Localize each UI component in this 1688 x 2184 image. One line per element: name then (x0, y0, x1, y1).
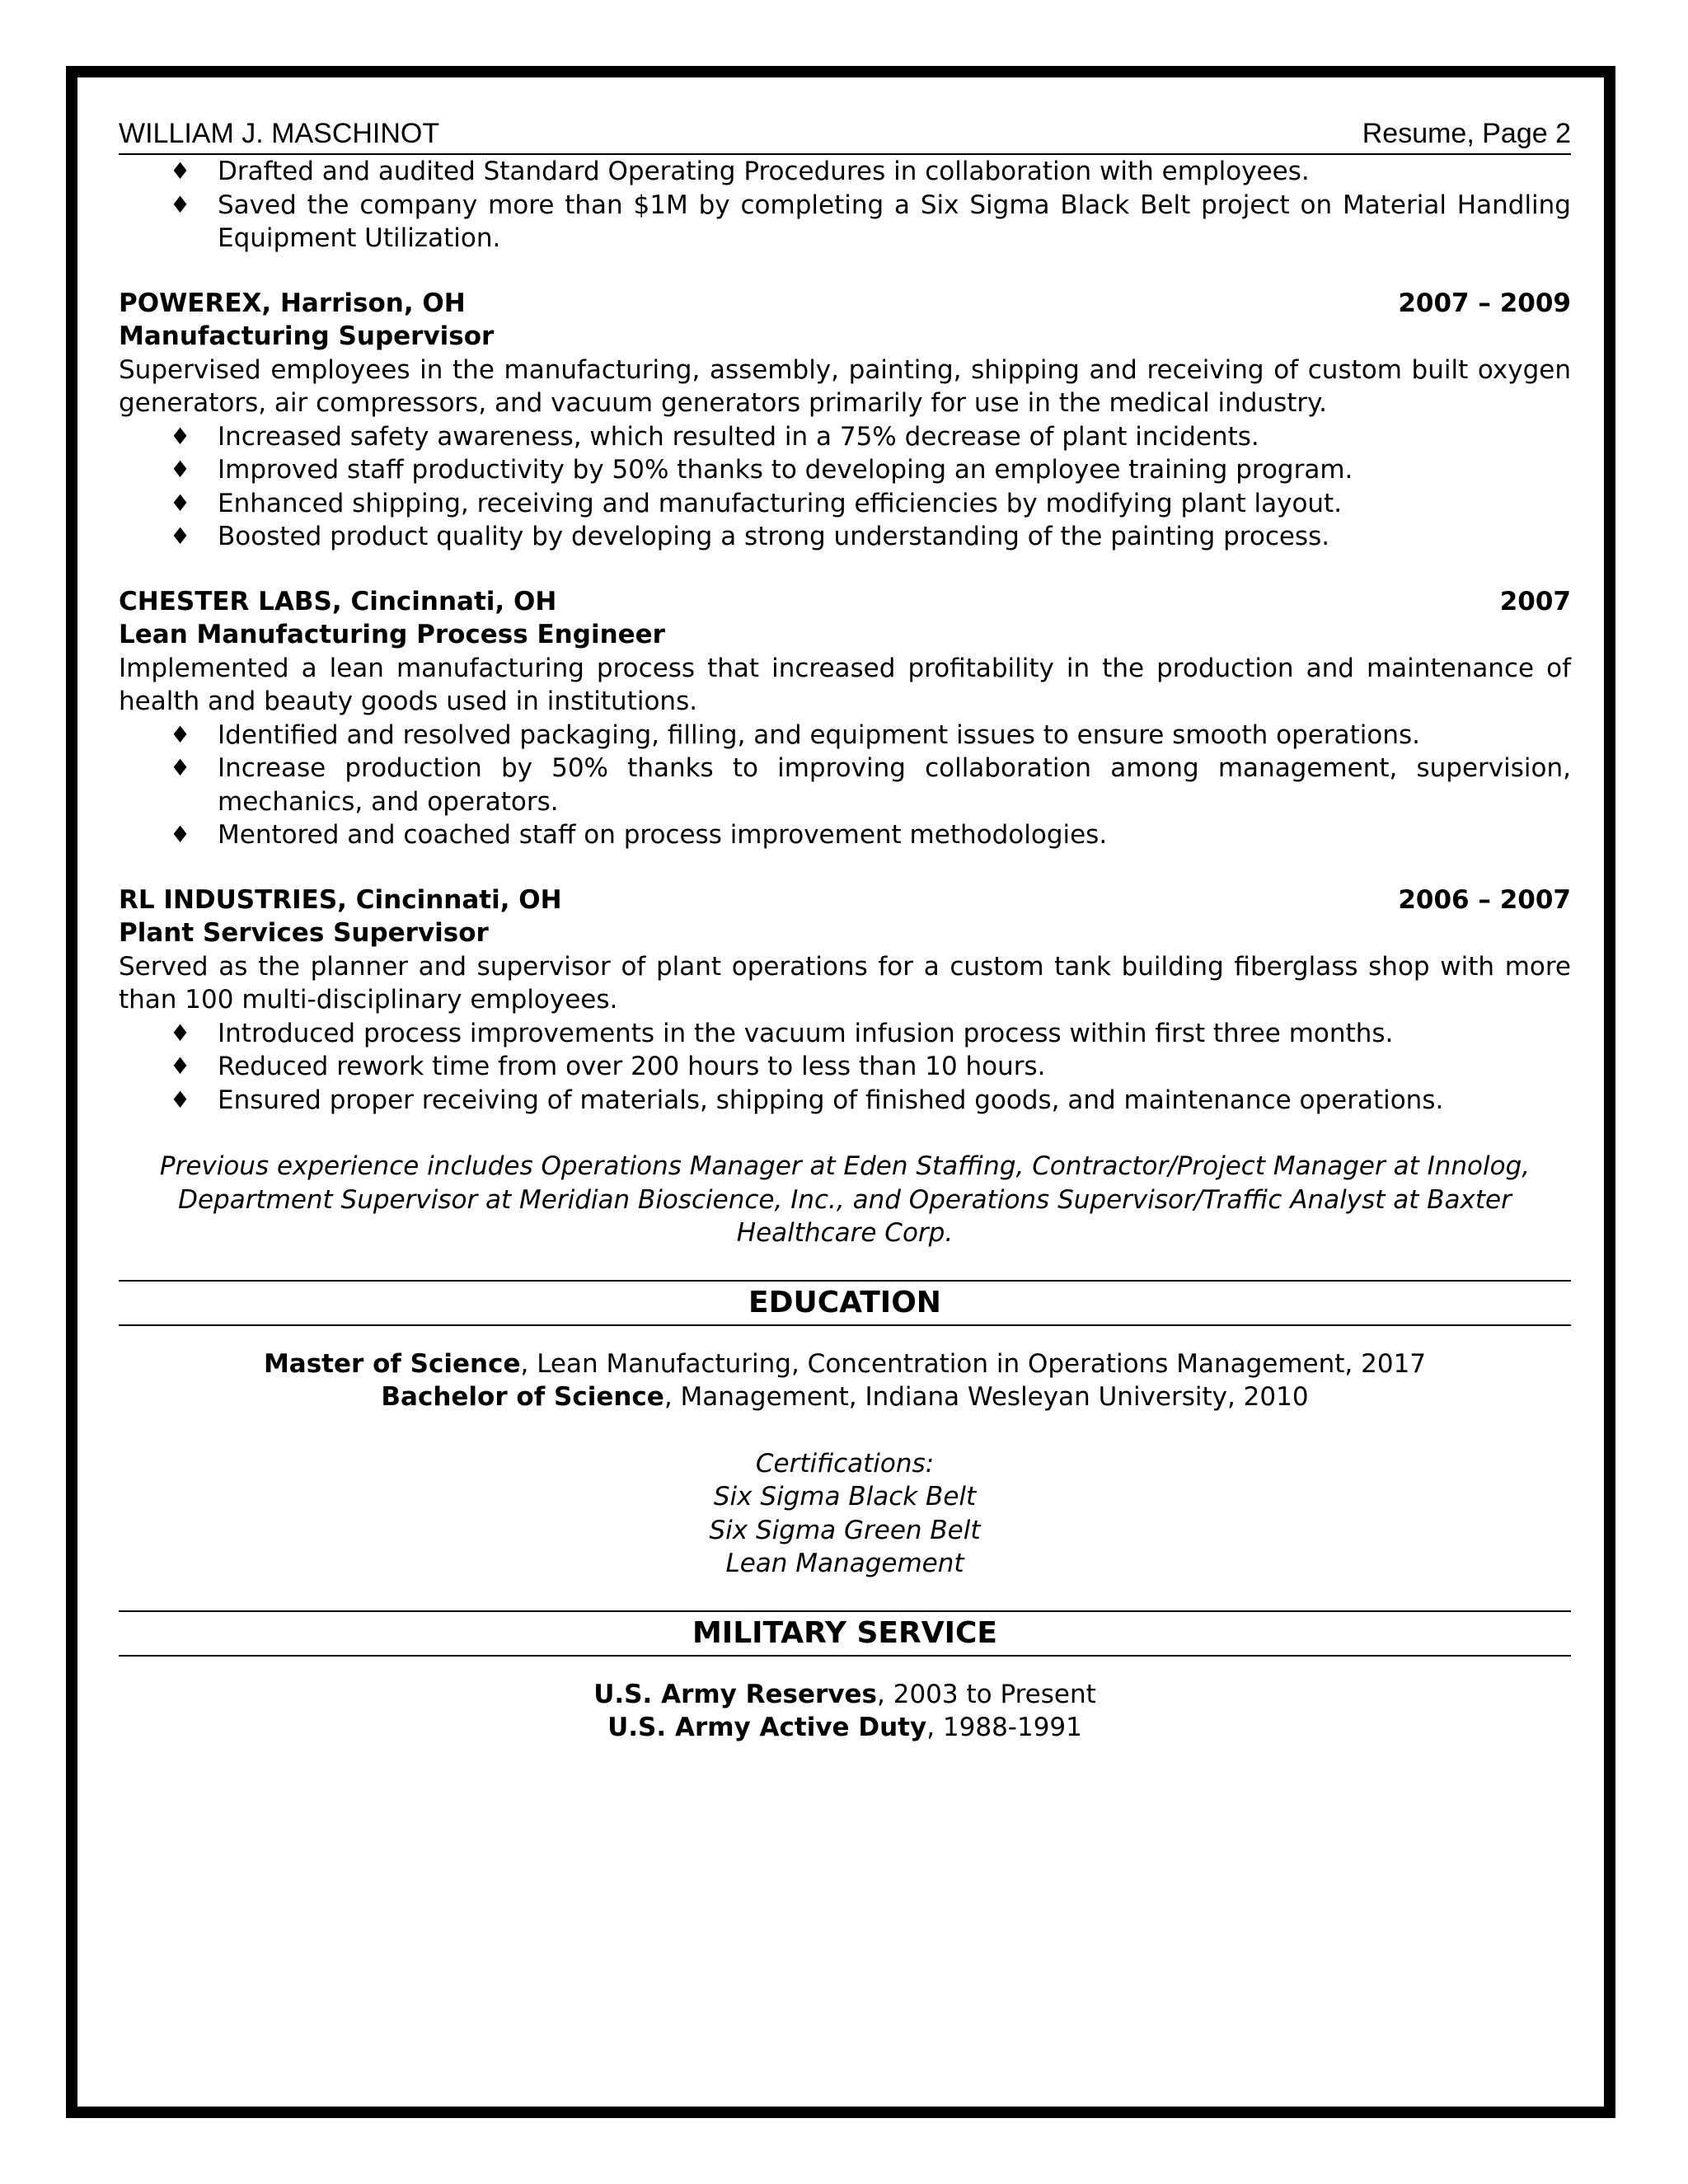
bullet-item: ♦ Enhanced shipping, receiving and manufacturing efficiencies by modifying plant layout. (119, 487, 1571, 521)
diamond-bullet-icon: ♦ (170, 1019, 191, 1047)
diamond-bullet-icon: ♦ (170, 1085, 191, 1113)
certification-item: Lean Management (725, 1549, 964, 1578)
degree-item (119, 1380, 1571, 1414)
diamond-bullet-icon: ♦ (170, 190, 191, 218)
bullet-item: ♦ Ensured proper receiving of materials, shipping of finished goods, and maintenance operations. (119, 1084, 1571, 1118)
bullet-item: ♦ Reduced rework time from over 200 hours to less than 10 hours. (119, 1050, 1571, 1084)
bullet-item: ♦ Increased safety awareness, which resulted in a 75% decrease of plant incidents. (119, 420, 1571, 454)
bullet-item: ♦ Drafted and audited Standard Operating Procedures in collaboration with employees. (119, 155, 1571, 189)
bullet-item: ♦ Saved the company more than $1M by completing a Six Sigma Black Belt project on Material Handling Equipment Utilization. (170, 190, 1571, 253)
degree-name: Bachelor of Science (381, 1382, 664, 1412)
job-description: Served as the planner and supervisor of plant operations for a custom tank building fiberglass shop with more than 100 multi-disciplinary employees. (119, 951, 1571, 1015)
military-list (119, 1678, 1571, 1745)
degree-detail: , Lean Manufacturing, Concentration in Operations Management, 2017 (520, 1348, 1427, 1379)
page-header (119, 115, 1571, 155)
degree-item (119, 1347, 1571, 1381)
bullet-item: ♦ Improved staff productivity by 50% thanks to developing an employee training program. (119, 453, 1571, 487)
diamond-bullet-icon: ♦ (170, 1052, 191, 1080)
diamond-bullet-icon: ♦ (170, 720, 191, 748)
job-description: Implemented a lean manufacturing process that increased profitability in the production and maintenance of health and beauty goods used in institutions. (119, 653, 1571, 716)
job-entry-powerex (119, 287, 1571, 554)
military-branch: U.S. Army Reserves (593, 1679, 878, 1709)
job-heading (119, 585, 1571, 619)
bullet-item: ♦ Boosted product quality by developing a strong understanding of the painting process. (119, 520, 1571, 554)
bullet-item: ♦ Identified and resolved packaging, filling, and equipment issues to ensure smooth operations. (119, 719, 1571, 752)
resume-page (119, 115, 1571, 1745)
military-detail: , 1988-1991 (926, 1713, 1082, 1742)
bullet-item: ♦ Increase production by 50% thanks to improving collaboration among management, supervision, mechanics, and operators. (170, 753, 1571, 817)
military-item (119, 1678, 1571, 1712)
company-name: CHESTER LABS, Cincinnati, OH (119, 586, 557, 616)
job-title: Manufacturing Supervisor (119, 321, 495, 351)
job-bullet-list (119, 1017, 1571, 1118)
degree-detail: , Management, Indiana Wesleyan University, 2010 (663, 1382, 1309, 1412)
certification-item: Six Sigma Black Belt (713, 1482, 977, 1511)
job-title: Plant Services Supervisor (119, 918, 489, 948)
diamond-bullet-icon: ♦ (170, 157, 191, 185)
degree-list (119, 1347, 1571, 1414)
diamond-bullet-icon: ♦ (170, 422, 191, 450)
military-section-title: MILITARY SERVICE (119, 1610, 1571, 1657)
certification-item: Six Sigma Green Belt (709, 1515, 981, 1545)
job-entry-chester-labs (119, 585, 1571, 852)
job-entry-rl-industries (119, 883, 1571, 1118)
job-bullet-list (119, 719, 1571, 852)
job-heading (119, 287, 1571, 321)
certifications-label: Certifications: (755, 1448, 935, 1479)
degree-name: Master of Science (263, 1348, 521, 1379)
diamond-bullet-icon: ♦ (170, 489, 191, 517)
diamond-bullet-icon: ♦ (170, 754, 191, 781)
company-name: RL INDUSTRIES, Cincinnati, OH (119, 884, 562, 915)
certifications-list (119, 1447, 1571, 1581)
company-name: POWEREX, Harrison, OH (119, 288, 466, 318)
diamond-bullet-icon: ♦ (170, 821, 191, 848)
military-item (119, 1711, 1571, 1745)
job-description: Supervised employees in the manufacturing, assembly, painting, shipping and receiving of custom built oxygen generators, air compressors, and vacuum generators primarily for use in the medical industry. (119, 354, 1571, 418)
job-dates: 2007 – 2009 (1398, 288, 1571, 318)
job-bullet-list (119, 420, 1571, 554)
education-section-title: EDUCATION (119, 1280, 1571, 1326)
job-dates: 2006 – 2007 (1398, 884, 1571, 915)
job-dates: 2007 (1499, 586, 1571, 616)
job-title: Lean Manufacturing Process Engineer (119, 620, 665, 649)
page-label: Resume, Page 2 (1362, 118, 1571, 149)
diamond-bullet-icon: ♦ (170, 456, 191, 483)
diamond-bullet-icon: ♦ (170, 523, 191, 550)
job-heading (119, 883, 1571, 917)
candidate-name: WILLIAM J. MASCHINOT (119, 118, 440, 149)
carryover-bullet-list (119, 155, 1571, 255)
bullet-item: ♦ Introduced process improvements in the vacuum infusion process within first three months. (119, 1017, 1571, 1051)
military-branch: U.S. Army Active Duty (607, 1713, 927, 1742)
previous-experience-note: Previous experience includes Operations Manager at Eden Staffing, Contractor/Project Manager at Innolog, Department Supervisor at Meridian Bioscience, Inc., and Operations Supervisor/Traffic Analyst at Baxter Healthcare Corp. (159, 1151, 1531, 1248)
bullet-item: ♦ Mentored and coached staff on process improvement methodologies. (119, 818, 1571, 852)
military-detail: , 2003 to Present (877, 1679, 1096, 1709)
